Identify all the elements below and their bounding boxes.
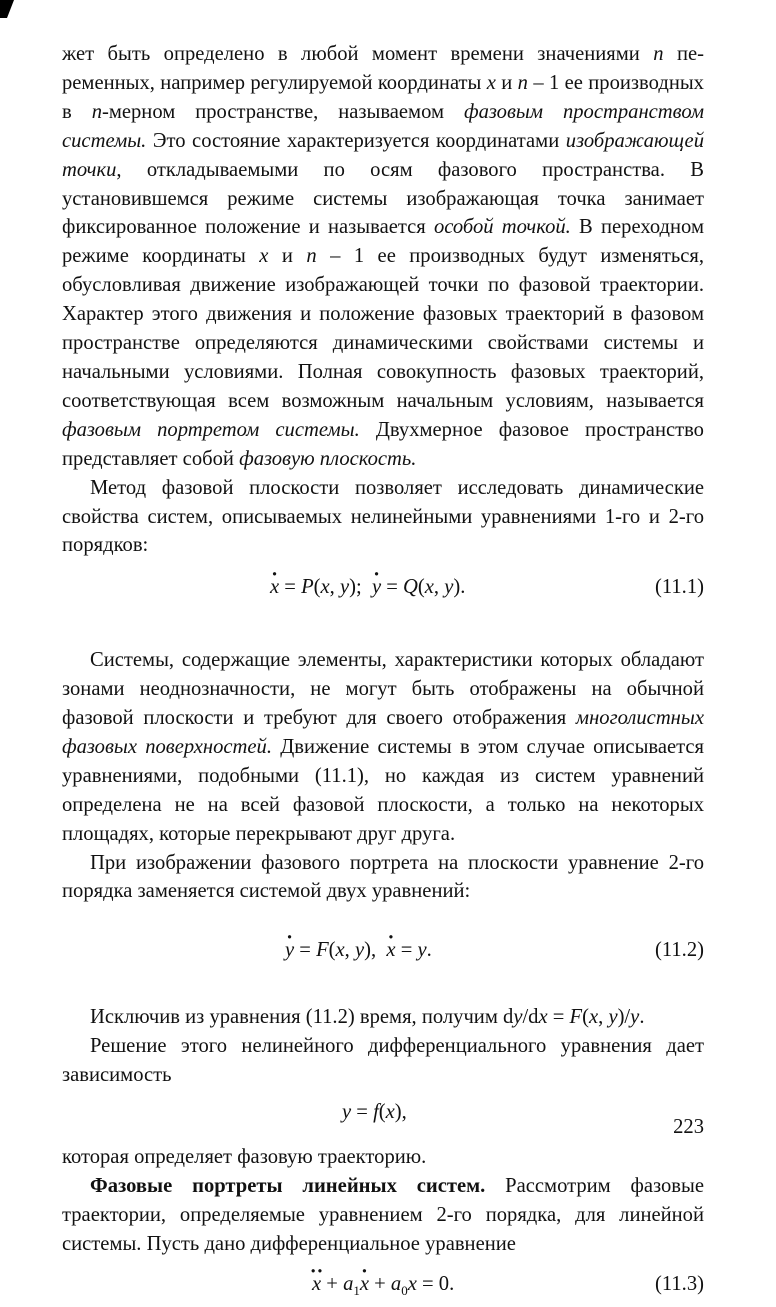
equation-11-2-formula: y · = F(x, y), x · = y.	[285, 936, 432, 965]
corner-mark	[0, 0, 14, 18]
equation-11-2	[62, 936, 704, 965]
equation-11-3-number: (11.3)	[655, 1273, 704, 1296]
equation-yfx-formula: y = f(x),	[342, 1100, 407, 1123]
paragraph-linear-text: Рассмотрим фазовые траектории, определяемые уравнением 2-го порядка, для линейной системы. Пусть дано дифференциальное уравнение	[62, 1174, 704, 1255]
page-body	[62, 40, 704, 1299]
equation-11-1-number: (11.1)	[655, 576, 704, 599]
equation-11-3-formula: x ·· + $a_1x$ · + $a_0x = 0$.	[312, 1270, 454, 1306]
term-phase-space: фазовым пространством системы.	[62, 100, 704, 152]
page-number: 223	[673, 1116, 704, 1138]
p1-seg-1: жет быть определено в любой момент времени значениями	[62, 43, 654, 65]
paragraph-second-order: При изображении фазового портрета на плоскости уравнение 2-го порядка заменяется системой двух уравнений:	[62, 851, 704, 903]
equation-11-1-formula: x · = P(x, y); y · = Q(x, y).	[270, 573, 465, 602]
term-phase-plane: фазовую плоскость.	[239, 447, 417, 470]
paragraph-trajectory: которая определяет фазовую траекторию.	[62, 1145, 427, 1168]
paragraph-method: Метод фазовой плоскости позволяет исследовать динамические свойства систем, описываемых нелинейными уравнениями 1-го и 2-го порядков:	[62, 476, 704, 557]
paragraph-multisheet: Системы, содержащие элементы, характеристики которых обладают зонами неоднозначности, не могут быть отображены на обычной фазовой плоскости и требуют для своего отображения многолистных фазовых поверхностей. Движение системы в этом случае описывается уравнениями, подобными (11.1), но каждая из систем уравнений определена не на всей фазовой плоскости, а только на некоторых площадях, которые перекрывают друг друга.	[62, 649, 705, 845]
term-image-point: изображающей точки	[62, 129, 704, 181]
equation-11-3	[62, 1270, 704, 1299]
equation-11-2-number: (11.2)	[655, 939, 704, 962]
paragraph-solution: Решение этого нелинейного дифференциального уравнения дает зависимость	[62, 1035, 704, 1087]
paragraph-linear-systems	[62, 1172, 704, 1259]
term-phase-portrait: фазовым портретом системы.	[62, 418, 360, 441]
section-heading-linear: Фазовые портреты линейных систем.	[90, 1174, 486, 1197]
equation-yfx	[62, 1098, 704, 1127]
paragraph-phase-space: жет быть определено в любой момент времени значениями n переменных, например регулируемой координаты x и n – 1 ее производных в n-мерном пространстве, называемом фазовым пространством системы. Это состояние характеризуется координатами изображающей точки, откладываемыми по осям фазового пространства. В установившемся режиме системы изображающая точка занимает фиксированное положение и называется особой точкой. В переходном режиме координаты x и n – 1 ее производных будут изменяться, обусловливая движение изображающей точки по фазовой траектории. Характер этого движения и положение фазовых траекторий в фазовом пространстве определяются динамическими свойствами системы и начальными условиями. Полная совокупность фазовых траекторий, соответствующая всем возможным начальным условиям, называется фазовым портретом системы. Двухмерное фазовое пространство представляет собой фазовую плоскость.	[62, 43, 704, 470]
paragraph-eliminate-time: Исключив из уравнения (11.2) время, получим dy/dx = F(x, y)/y.	[90, 1006, 645, 1029]
term-singular-point: особой точкой.	[433, 216, 571, 239]
term-multisheet-surfaces: многолистных фазовых поверхностей.	[62, 707, 704, 758]
equation-11-1	[62, 573, 704, 602]
